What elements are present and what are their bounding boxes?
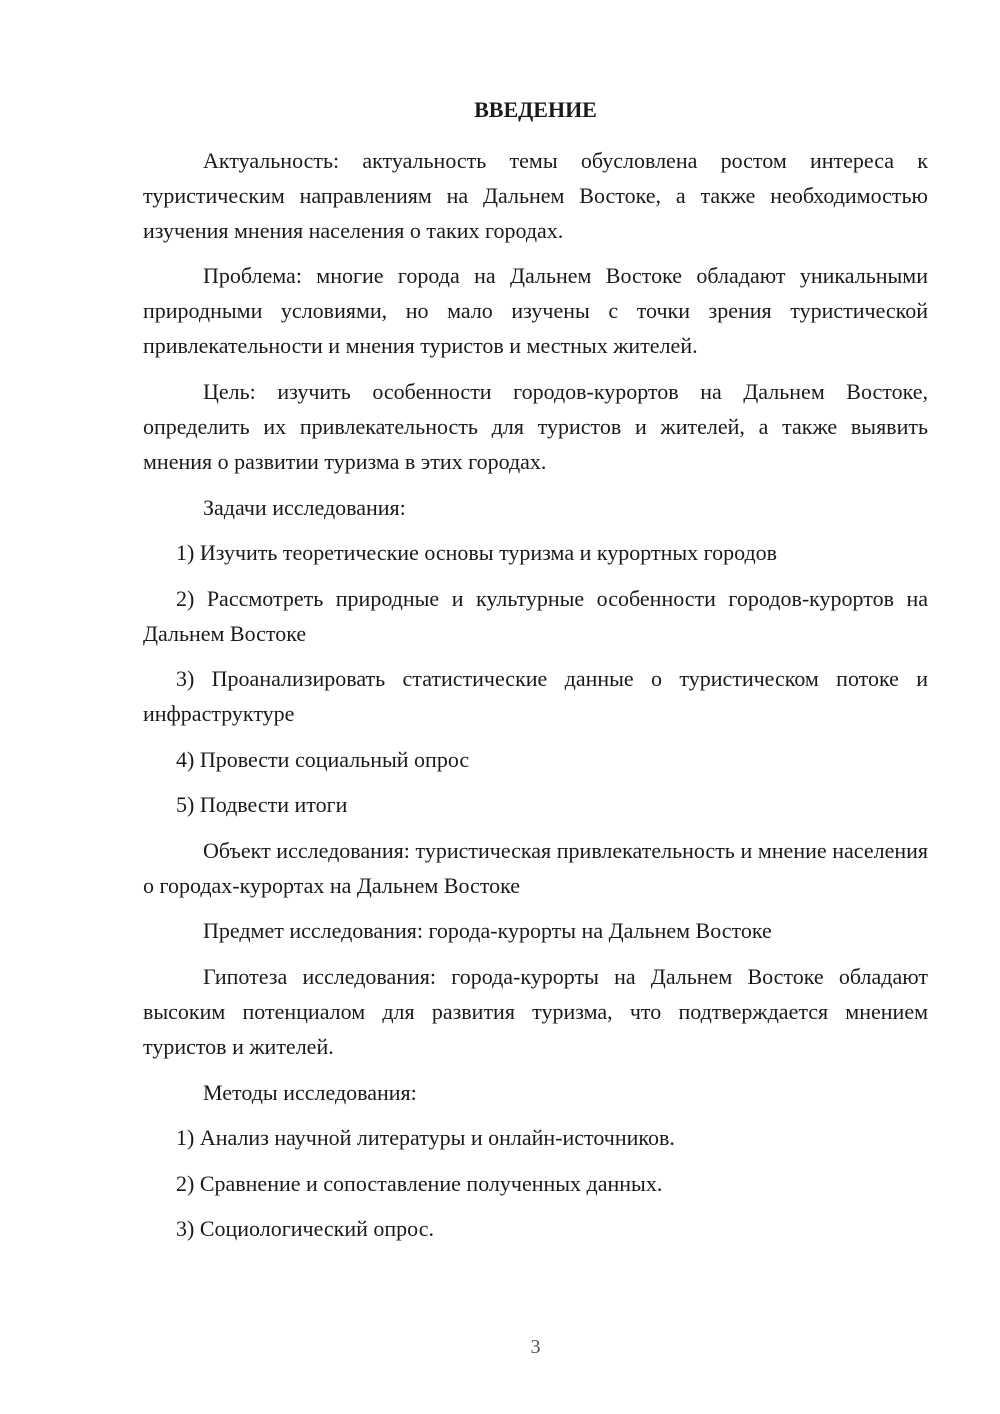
paragraph-methods-heading: Методы исследования: xyxy=(203,1080,417,1105)
task-item-1: 1) Изучить теоретические основы туризма и курортных городов xyxy=(176,540,778,565)
paragraph-problem: Проблема: многие города на Дальнем Востоке обладают уникальными природными условиями, но мало изучены с точки зрения туристической привлекательности и мнения туристов и местных жителей. xyxy=(143,263,928,358)
method-item-2: 2) Сравнение и сопоставление полученных данных. xyxy=(176,1171,663,1196)
paragraph-relevance: Актуальность: актуальность темы обусловлена ростом интереса к туристическим направлениям на Дальнем Востоке, а также необходимостью изучения мнения населения о таких городах. xyxy=(143,148,928,243)
paragraph-subject: Предмет исследования: города-курорты на Дальнем Востоке xyxy=(203,918,772,943)
document-page xyxy=(143,0,928,1414)
page-number: 3 xyxy=(530,1336,541,1358)
task-item-3: 3) Проанализировать статистические данные о туристическом потоке и инфраструктуре xyxy=(143,666,928,726)
method-item-3: 3) Социологический опрос. xyxy=(176,1216,434,1241)
paragraph-tasks-heading: Задачи исследования: xyxy=(203,495,406,520)
task-item-4: 4) Провести социальный опрос xyxy=(176,747,470,772)
page-title: ВВЕДЕНИЕ xyxy=(474,97,597,122)
task-item-2: 2) Рассмотреть природные и культурные особенности городов-курортов на Дальнем Востоке xyxy=(143,586,928,646)
paragraph-object: Объект исследования: туристическая привлекательность и мнение населения о городах-курортах на Дальнем Востоке xyxy=(143,838,928,898)
method-item-1: 1) Анализ научной литературы и онлайн-источников. xyxy=(176,1125,675,1150)
task-item-5: 5) Подвести итоги xyxy=(176,792,348,817)
paragraph-hypothesis: Гипотеза исследования: города-курорты на Дальнем Востоке обладают высоким потенциалом для развития туризма, что подтверждается мнением туристов и жителей. xyxy=(143,964,928,1059)
paragraph-goal: Цель: изучить особенности городов-курортов на Дальнем Востоке, определить их привлекательность для туристов и жителей, а также выявить мнения о развитии туризма в этих городах. xyxy=(143,379,928,474)
